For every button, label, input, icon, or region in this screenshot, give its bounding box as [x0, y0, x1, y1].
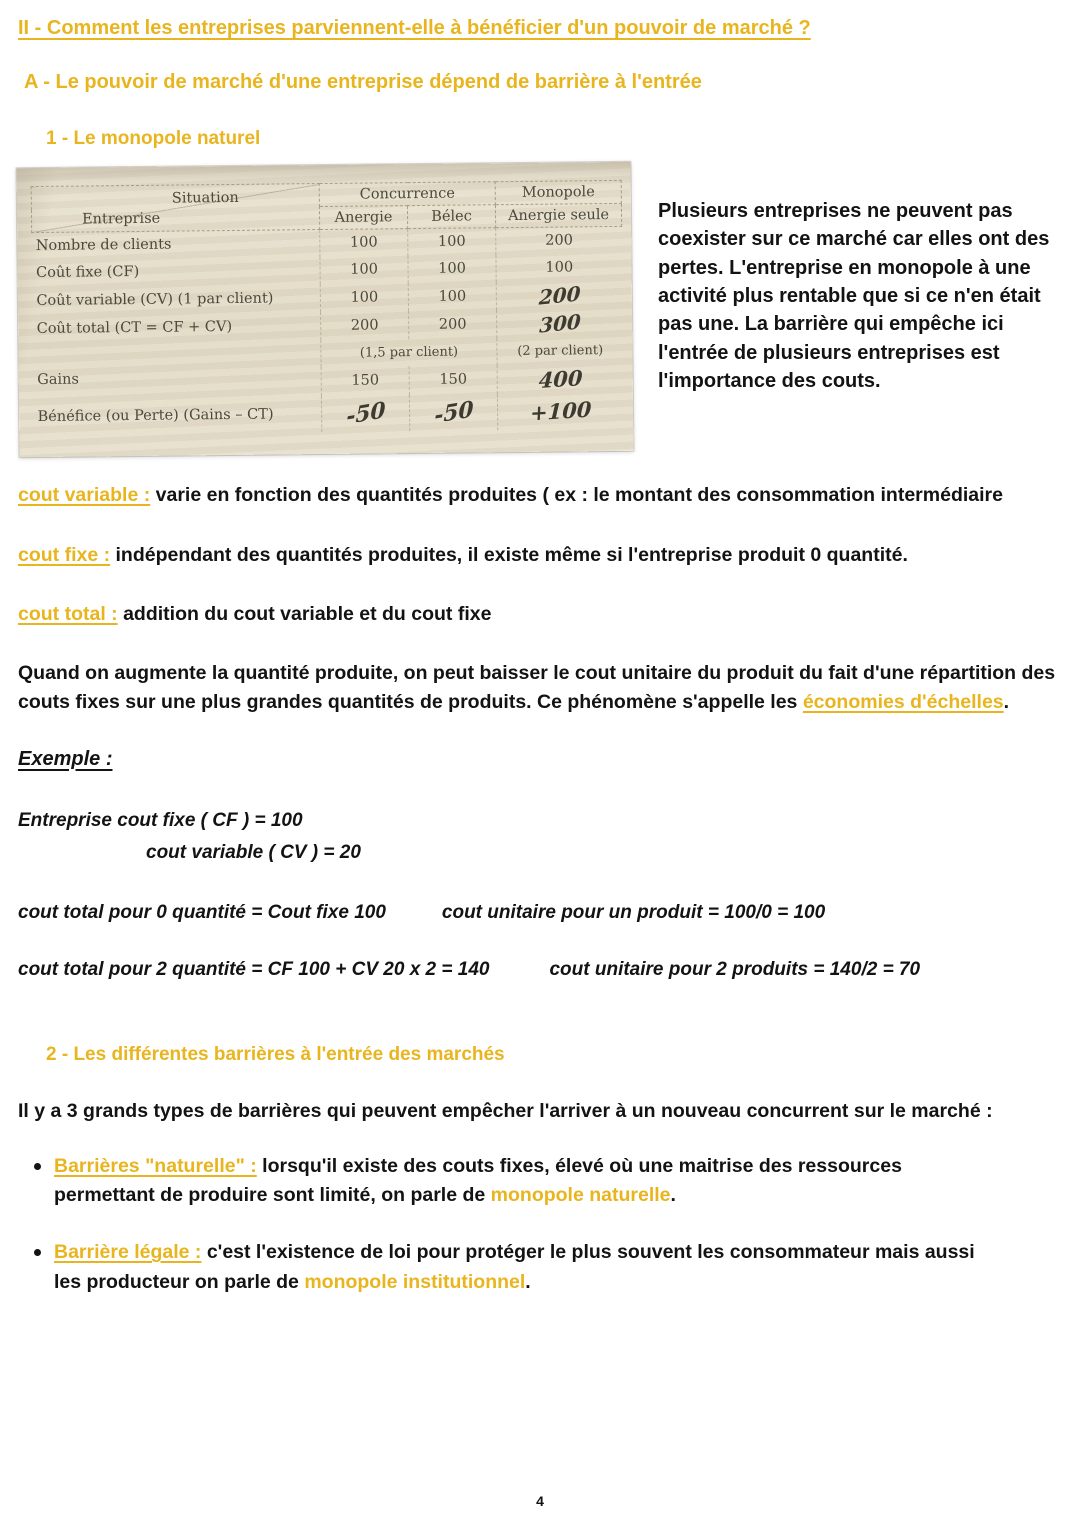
- bullet-dot-icon: [34, 1163, 41, 1170]
- value-cell: 200: [409, 310, 497, 339]
- handwritten-value-cell: [321, 394, 409, 431]
- example-line-2: cout variable ( CV ) = 20: [146, 842, 361, 864]
- row-label: Bénéfice (ou Perte) (Gains – CT): [37, 405, 274, 425]
- cout-total-term: cout total :: [18, 602, 118, 625]
- cout-fixe-term: cout fixe :: [18, 543, 111, 566]
- handwritten-value: +100: [529, 396, 593, 426]
- gains-note-concurrence: (1,5 par client): [321, 337, 497, 366]
- handwritten-value: -50: [433, 395, 474, 429]
- anergie-seule-header: Anergie seule: [495, 203, 621, 227]
- row-label: Gains: [37, 370, 79, 388]
- monopole-header: Monopole: [495, 180, 621, 204]
- value-cell: 100: [408, 282, 496, 311]
- value-cell: 100: [320, 228, 408, 256]
- scale-text-after: .: [1003, 691, 1010, 714]
- row-label-empty: [33, 339, 321, 369]
- definition-cout-variable: [18, 481, 1060, 510]
- bullet-item-legal-barrier: [18, 1238, 1003, 1297]
- handwritten-value: 200: [538, 280, 581, 309]
- page-number: 4: [536, 1493, 544, 1509]
- monopole-figure-row: [18, 165, 1060, 454]
- subsection-2-title: 2 - Les différentes barrières à l'entrée des marchés: [46, 1043, 505, 1065]
- scanned-table-figure: [17, 162, 634, 457]
- example-line-3: [18, 899, 1060, 927]
- definition-cout-fixe: [18, 541, 1060, 570]
- row-label: Nombre de clients: [35, 236, 172, 255]
- section-title: II - Comment les entreprises parviennent-elle à bénéficier d'un pouvoir de marché ?: [18, 17, 811, 39]
- legal-barrier-end: .: [525, 1270, 531, 1293]
- row-label: Coût total (CT = CF + CV): [36, 318, 233, 337]
- bullet-dot-icon: [34, 1249, 41, 1256]
- handwritten-value: 400: [538, 364, 583, 393]
- natural-barrier-text: lorsqu'il existe des couts fixes, élevé où une maitrise des ressources permettant de produire sont limité, on parle de: [54, 1154, 902, 1207]
- subsection-1-title: 1 - Le monopole naturel: [46, 128, 261, 149]
- cout-variable-term: cout variable :: [18, 484, 151, 507]
- definition-cout-total: [18, 600, 1060, 629]
- example-title: Exemple :: [18, 747, 113, 770]
- value-cell: 200: [496, 226, 622, 254]
- example-line-3-right: cout unitaire pour un produit = 100/0 = 100: [441, 901, 826, 923]
- concurrence-header: Concurrence: [319, 182, 495, 207]
- value-cell: 200: [321, 310, 409, 339]
- gains-note-monopole: (2 par client): [497, 336, 623, 364]
- table-corner-cell: [31, 183, 319, 232]
- situation-label: Situation: [171, 189, 239, 206]
- example-line-4-right: cout unitaire pour 2 produits = 140/2 = 70: [549, 959, 921, 981]
- monopole-naturelle-highlight: monopole naturelle: [490, 1184, 671, 1207]
- row-label: Coût fixe (CF): [36, 263, 140, 281]
- cout-total-text: addition du cout variable et du cout fixe: [117, 602, 492, 625]
- entreprise-label: Entreprise: [81, 210, 161, 227]
- cout-variable-text: varie en fonction des quantités produites ( ex : le montant des consommation intermédiaire: [150, 484, 1003, 507]
- natural-barrier-term: Barrières "naturelle" :: [54, 1154, 257, 1177]
- anergie-header: Anergie: [319, 205, 407, 229]
- bullet-item-natural-barrier: [18, 1152, 1003, 1211]
- value-cell: 150: [409, 364, 497, 394]
- cout-fixe-text: indépendant des quantités produites, il existe même si l'entreprise produit 0 quantité.: [110, 543, 908, 566]
- legal-barrier-text: c'est l'existence de loi pour protéger le plus souvent les consommateur mais aussi les producteur on parle de: [54, 1241, 975, 1293]
- natural-barrier-end: .: [670, 1184, 676, 1207]
- economies-echelles-term: économies d'échelles: [802, 691, 1004, 714]
- handwritten-value-cell: [409, 393, 497, 430]
- value-cell: 100: [320, 255, 408, 283]
- value-cell: 100: [408, 228, 496, 256]
- monopole-explanation-text: Plusieurs entreprises ne peuvent pas coexister sur ce marché car elles ont des pertes. L'entreprise en monopole à une activité plus rentable que si ce n'en était pas une. La barrière qui empêche ici l'entrée de plusieurs entreprises est l'importance des couts.: [658, 199, 1050, 393]
- belec-header: Bélec: [407, 205, 495, 229]
- value-cell: 100: [408, 255, 496, 283]
- handwritten-value: -50: [345, 396, 386, 430]
- handwritten-value-cell: [497, 392, 623, 429]
- legal-barrier-term: Barrière légale :: [54, 1241, 202, 1264]
- barriers-intro-text: Il y a 3 grands types de barrières qui peuvent empêcher l'arriver à un nouveau concurrent sur le marché :: [18, 1099, 993, 1122]
- table-row-benefice: [33, 392, 623, 434]
- example-line-1: Entreprise cout fixe ( CF ) = 100: [18, 809, 303, 831]
- example-line-4: [18, 956, 1060, 984]
- row-label: Coût variable (CV) (1 par client): [36, 289, 274, 309]
- value-cell: 150: [321, 365, 409, 395]
- value-cell: 100: [496, 253, 622, 281]
- monopole-institutionnel-highlight: monopole institutionnel: [304, 1270, 526, 1293]
- handwritten-value-cell: [497, 308, 623, 337]
- handwritten-value-cell: [496, 280, 622, 309]
- handwritten-value: 300: [538, 308, 582, 337]
- handwritten-value-cell: [497, 363, 623, 393]
- scale-text-before: Quand on augmente la quantité produite, on peut baisser le cout unitaire du produit du fait d'une répartition des couts fixes sur une plus grandes quantités de produits. Ce phénomène s'appelle les: [18, 662, 1056, 714]
- subsection-a-title: A - Le pouvoir de marché d'une entreprise dépend de barrière à l'entrée: [24, 71, 702, 93]
- value-cell: 100: [320, 282, 408, 311]
- economies-echelles-paragraph: [18, 659, 1060, 718]
- cost-comparison-table: [31, 180, 625, 435]
- example-line-3-left: cout total pour 0 quantité = Cout fixe 100: [18, 901, 386, 923]
- example-line-4-left: cout total pour 2 quantité = CF 100 + CV 20 x 2 = 140: [18, 959, 490, 981]
